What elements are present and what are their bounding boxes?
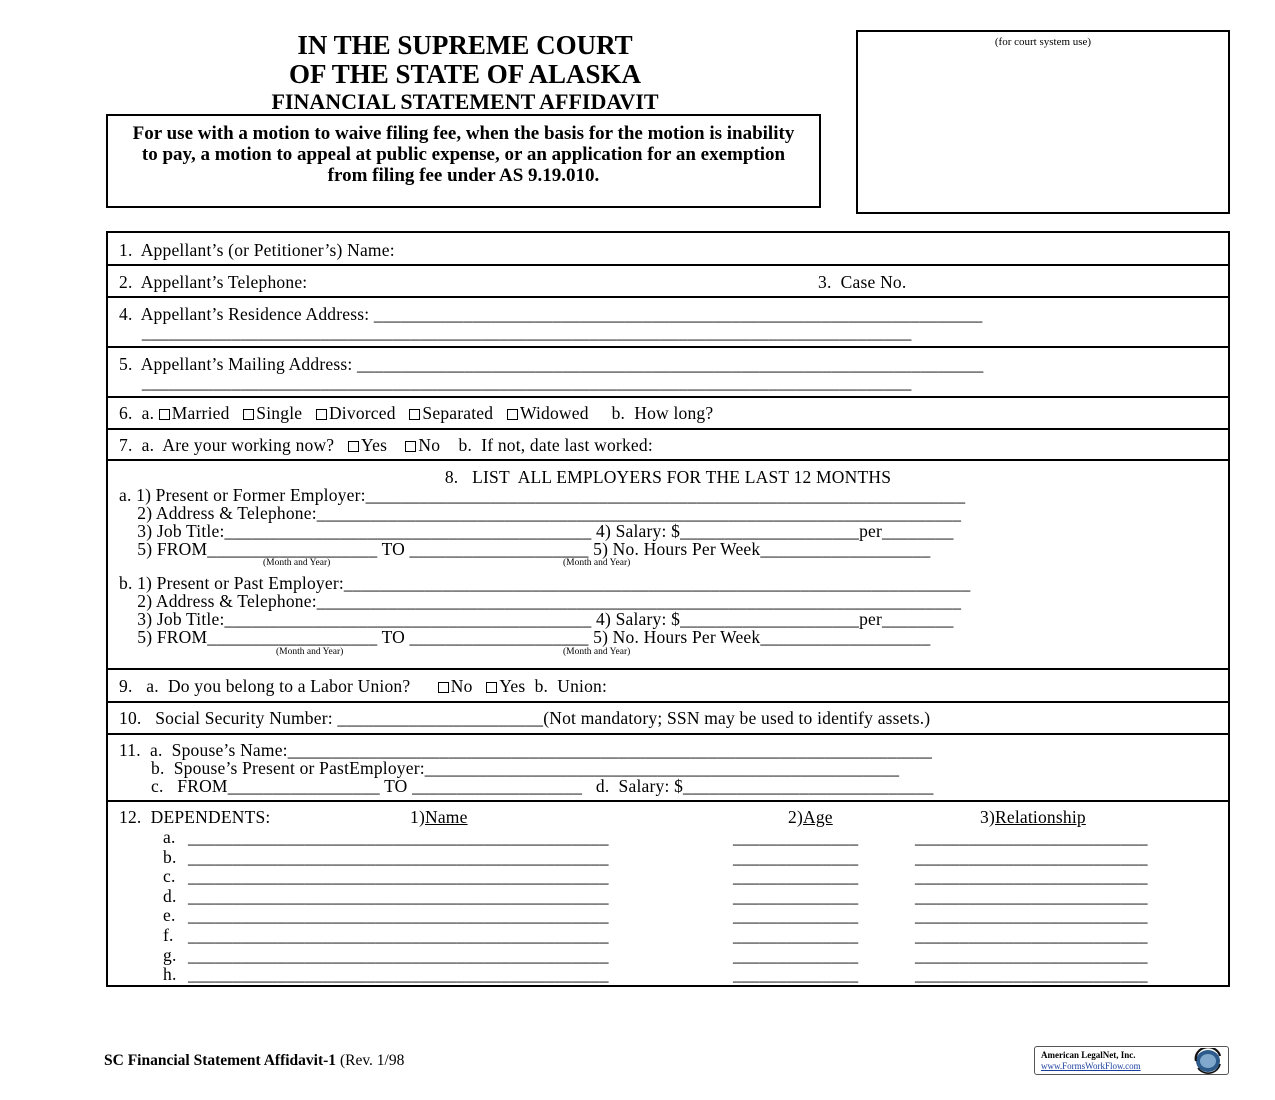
form-revision: (Rev. 1/98 [339, 1052, 405, 1069]
usage-note: For use with a motion to waive filing fee, when the basis for the motion is inability to pay, a motion to appeal at public expense, or an application for an exemption from filing fee under AS 9.19.010. [132, 123, 795, 186]
dependent-relationship-field[interactable]: __________________________ [915, 945, 1148, 965]
employer-a-to-hint: (Month and Year) [563, 558, 631, 568]
dependent-letter: b. [163, 847, 177, 867]
union-yes-label: Yes [499, 676, 526, 696]
dependent-age-field[interactable]: ______________ [733, 964, 859, 984]
court-title-line1: IN THE SUPREME COURT [297, 30, 633, 60]
publisher-name: American LegalNet, Inc. [1041, 1050, 1136, 1060]
court-title-line2: OF THE STATE OF ALASKA [288, 59, 642, 89]
divorced-checkbox[interactable] [316, 409, 327, 420]
court-use-label: (for court system use) [994, 36, 1092, 48]
dependent-letter: c. [163, 866, 176, 886]
date-last-worked-field[interactable]: b. If not, date last worked: [458, 435, 653, 455]
spouse-dates-salary-field[interactable]: c. FROM_________________ TO ___________________ d. Salary: $____________________________ [119, 776, 934, 796]
working-no-checkbox[interactable] [405, 441, 416, 452]
spouse-employer-field[interactable]: b. Spouse’s Present or PastEmployer:_____________________________________________________ [119, 758, 900, 778]
dependent-letter: e. [163, 905, 176, 925]
dependent-age-field[interactable]: ______________ [733, 925, 859, 945]
working-no-label: No [418, 435, 441, 455]
married-label: Married [171, 403, 230, 423]
dependent-age-field[interactable]: ______________ [733, 886, 859, 906]
dependent-relationship-field[interactable]: __________________________ [915, 866, 1148, 886]
employer-b-jobtitle-salary-field[interactable]: 3) Job Title:_________________________________________ 4) Salary: $____________________per________ [119, 609, 954, 629]
dependent-name-field[interactable]: _______________________________________________ [188, 964, 609, 984]
employer-b-name-field[interactable]: b. 1) Present or Past Employer:______________________________________________________________________ [119, 573, 971, 593]
dependent-relationship-field[interactable]: __________________________ [915, 847, 1148, 867]
dependent-name-field[interactable]: _______________________________________________ [188, 827, 609, 847]
employer-a-address-field[interactable]: 2) Address & Telephone:________________________________________________________________________ [119, 503, 962, 523]
case-number-field[interactable]: 3. Case No. [818, 272, 907, 292]
dependent-age-field[interactable]: ______________ [733, 866, 859, 886]
labor-union-label: 9. a. Do you belong to a Labor Union? [119, 676, 411, 696]
dependents-age-header: 2)Age [788, 807, 833, 827]
usage-note-box [106, 114, 821, 208]
separated-checkbox[interactable] [409, 409, 420, 420]
separated-label: Separated [422, 403, 494, 423]
form-footer-id [104, 1052, 404, 1070]
divorced-label: Divorced [328, 403, 396, 423]
dependent-letter: h. [163, 964, 177, 984]
dependent-age-field[interactable]: ______________ [733, 827, 859, 847]
working-now-label: 7. a. Are your working now? [119, 435, 335, 455]
union-yes-checkbox[interactable] [486, 682, 497, 693]
employers-heading: 8. LIST ALL EMPLOYERS FOR THE LAST 12 MONTHS [444, 467, 892, 487]
union-name-field[interactable]: b. Union: [534, 676, 608, 696]
single-label: Single [256, 403, 303, 423]
dependent-letter: g. [163, 945, 177, 965]
employer-a-dates-hours-field[interactable]: 5) FROM___________________ TO ____________________ 5) No. Hours Per Week___________________ [119, 539, 931, 559]
marital-status-row [119, 403, 713, 423]
single-checkbox[interactable] [243, 409, 254, 420]
dependent-name-field[interactable]: _______________________________________________ [188, 847, 609, 867]
dependent-age-field[interactable]: ______________ [733, 945, 859, 965]
dependent-name-field[interactable]: _______________________________________________ [188, 866, 609, 886]
appellant-name-field[interactable]: 1. Appellant’s (or Petitioner’s) Name: [119, 240, 395, 260]
appellant-telephone-field[interactable]: 2. Appellant’s Telephone: [119, 272, 308, 292]
dependent-name-field[interactable]: _______________________________________________ [188, 925, 609, 945]
dependent-relationship-field[interactable]: __________________________ [915, 886, 1148, 906]
marital-status-label: 6. a. [119, 403, 159, 423]
employer-b-dates-hours-field[interactable]: 5) FROM___________________ TO ____________________ 5) No. Hours Per Week___________________ [119, 627, 931, 647]
form-id: SC Financial Statement Affidavit-1 [104, 1052, 337, 1069]
dependent-relationship-field[interactable]: __________________________ [915, 964, 1148, 984]
working-now-row [119, 435, 653, 455]
dependent-relationship-field[interactable]: __________________________ [915, 925, 1148, 945]
form-table [106, 231, 1230, 987]
residence-address-line2[interactable]: ______________________________________________________________________________________ [119, 322, 912, 342]
form-title: FINANCIAL STATEMENT AFFIDAVIT [271, 89, 659, 114]
residence-address-field[interactable]: 4. Appellant’s Residence Address: ____________________________________________________________________ [119, 304, 983, 324]
publisher-link[interactable]: www.FormsWorkFlow.com [1041, 1061, 1141, 1071]
dependent-name-field[interactable]: _______________________________________________ [188, 945, 609, 965]
working-yes-checkbox[interactable] [348, 441, 359, 452]
dependent-relationship-field[interactable]: __________________________ [915, 827, 1148, 847]
spouse-name-field[interactable]: 11. a. Spouse’s Name:________________________________________________________________________ [119, 740, 933, 760]
dependent-letter: a. [163, 827, 176, 847]
dependents-relationship-header: 3)Relationship [980, 807, 1086, 827]
employer-b-to-hint: (Month and Year) [563, 647, 631, 657]
dependent-relationship-field[interactable]: __________________________ [915, 905, 1148, 925]
mailing-address-line2[interactable]: ______________________________________________________________________________________ [119, 372, 912, 392]
dependent-letter: f. [163, 925, 174, 945]
widowed-checkbox[interactable] [507, 409, 518, 420]
globe-icon [1190, 1048, 1224, 1074]
employer-a-jobtitle-salary-field[interactable]: 3) Job Title:_________________________________________ 4) Salary: $____________________per________ [119, 521, 954, 541]
court-use-box [856, 30, 1230, 214]
employer-a-from-hint: (Month and Year) [263, 558, 331, 568]
dependent-name-field[interactable]: _______________________________________________ [188, 886, 609, 906]
widowed-label: Widowed [519, 403, 589, 423]
dependent-age-field[interactable]: ______________ [733, 847, 859, 867]
mailing-address-field[interactable]: 5. Appellant’s Mailing Address: ______________________________________________________________________ [119, 354, 984, 374]
employer-b-address-field[interactable]: 2) Address & Telephone:________________________________________________________________________ [119, 591, 962, 611]
union-no-label: No [450, 676, 473, 696]
how-long-field[interactable]: b. How long? [611, 403, 714, 423]
dependent-letter: d. [163, 886, 177, 906]
union-no-checkbox[interactable] [438, 682, 449, 693]
dependent-name-field[interactable]: _______________________________________________ [188, 905, 609, 925]
dependents-name-header: 1)Name [410, 807, 468, 827]
dependents-label: 12. DEPENDENTS: [119, 807, 271, 827]
employer-a-name-field[interactable]: a. 1) Present or Former Employer:___________________________________________________________________ [119, 485, 966, 505]
labor-union-row [119, 676, 607, 696]
ssn-field[interactable]: 10. Social Security Number: _______________________(Not mandatory; SSN may be used to identify assets.) [119, 708, 931, 728]
employer-b-from-hint: (Month and Year) [276, 647, 344, 657]
married-checkbox[interactable] [159, 409, 170, 420]
working-yes-label: Yes [361, 435, 388, 455]
dependent-age-field[interactable]: ______________ [733, 905, 859, 925]
